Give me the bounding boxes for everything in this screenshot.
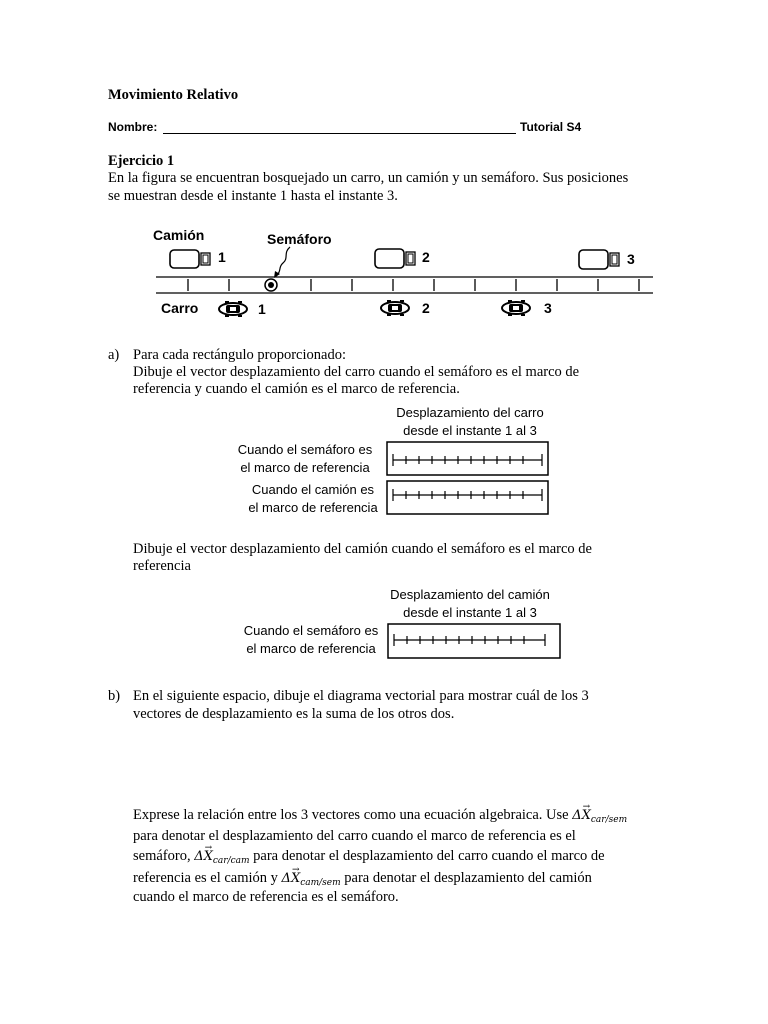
x-symbol: → X [582,806,591,826]
car-instant-2: 2 [422,300,430,316]
subscript-car-cam: car/cam [212,856,250,866]
delta-symbol: Δ [572,808,582,823]
part-b-line-1: En el siguiente espacio, dibuje el diagrama vectorial para mostrar cuál de los 3 [133,688,589,704]
car-instant-3: 3 [544,300,552,316]
symbol-car-sem [572,808,627,823]
truck-instant-2: 2 [422,249,430,265]
car-instant-1: 1 [258,301,266,317]
x-symbol: → X [204,847,213,867]
car-icon-1 [219,302,247,316]
truck-instant-1: 1 [218,249,226,265]
subscript-cam-sem: cam/sem [300,878,341,888]
part-a-line-5: referencia [133,558,191,574]
row1-label [225,441,385,477]
name-label: Nombre: [108,120,158,134]
box2-header-line-1: Desplazamiento del camión [390,587,550,602]
carro-label: Carro [161,300,199,316]
exercise-intro-1: En la figura se encuentran bosquejado un carro, un camión y un semáforo. Sus posiciones [108,170,629,186]
expr-line-5: cuando el marco de referencia es el semáforo. [133,889,399,905]
document-title: Movimiento Relativo [108,87,239,103]
expr-line-4-text-b: para denotar el desplazamiento del camión [344,870,592,886]
motion-figure [150,225,660,325]
row3-label-line-1: Cuando el semáforo es [243,623,379,638]
expr-line-4-text-a: referencia es el camión y [133,870,278,886]
part-a-line-1: Para cada rectángulo proporcionado: [133,347,346,363]
x-symbol: → X [291,869,300,889]
part-b-line-2: vectores de desplazamiento es la suma de los otros dos. [133,706,455,722]
car-icon-3 [502,301,530,315]
box2-header [380,586,560,622]
part-b-marker: b) [108,688,121,704]
drawing-box-car-semaforo[interactable] [386,441,550,476]
truck-icon-1 [170,250,210,268]
traffic-light-icon [265,247,290,291]
expr-line-3-text-b: para denotar el desplazamiento del carro cuando el marco de [253,848,605,864]
symbol-cam-sem [282,871,341,886]
part-a-line-4: Dibuje el vector desplazamiento del camión cuando el semáforo es el marco de [133,541,592,557]
name-line[interactable] [163,133,516,134]
part-a-marker: a) [108,347,120,363]
motion-figure-drawing [150,225,660,325]
row2-label [233,481,393,517]
semaforo-label: Semáforo [267,231,332,247]
box1-header [385,404,555,440]
exercise-intro-2: se muestran desde el instante 1 hasta el instante 3. [108,188,398,204]
box1-header-line-2: desde el instante 1 al 3 [403,423,537,438]
row1-label-line-2: el marco de referencia [240,460,370,475]
box1-header-line-1: Desplazamiento del carro [396,405,544,420]
camion-label: Camión [153,227,205,243]
expr-line-3-text-a: semáforo, [133,848,191,864]
car-icon-2 [381,301,409,315]
part-a-line-3: referencia y cuando el camión es el marco de referencia. [133,381,460,397]
truck-instant-3: 3 [627,251,635,267]
row2-label-line-2: el marco de referencia [248,500,378,515]
expr-line-1-text: Exprese la relación entre los 3 vectores como una ecuación algebraica. Use [133,807,569,823]
symbol-car-cam [194,849,249,864]
tutorial-label: Tutorial S4 [520,120,582,134]
part-a-line-2: Dibuje el vector desplazamiento del carro cuando el semáforo es el marco de [133,364,580,380]
drawing-box-camion-semaforo[interactable] [387,623,562,659]
delta-symbol: Δ [194,849,204,864]
truck-icon-3 [579,250,619,269]
vector-diagram-area[interactable] [133,726,658,796]
row3-label-line-2: el marco de referencia [246,641,376,656]
expr-line-2: para denotar el desplazamiento del carro cuando el marco de referencia es el [133,828,576,844]
delta-symbol: Δ [281,871,291,886]
row1-label-line-1: Cuando el semáforo es [237,442,373,457]
exercise-title: Ejercicio 1 [108,153,175,169]
row3-label [231,622,391,658]
subscript-car-sem: car/sem [590,815,628,825]
drawing-box-car-camion[interactable] [386,480,550,515]
row2-label-line-1: Cuando el camión es [251,482,375,497]
truck-icon-2 [375,249,415,268]
box2-header-line-2: desde el instante 1 al 3 [403,605,537,620]
road-lines [156,277,653,293]
